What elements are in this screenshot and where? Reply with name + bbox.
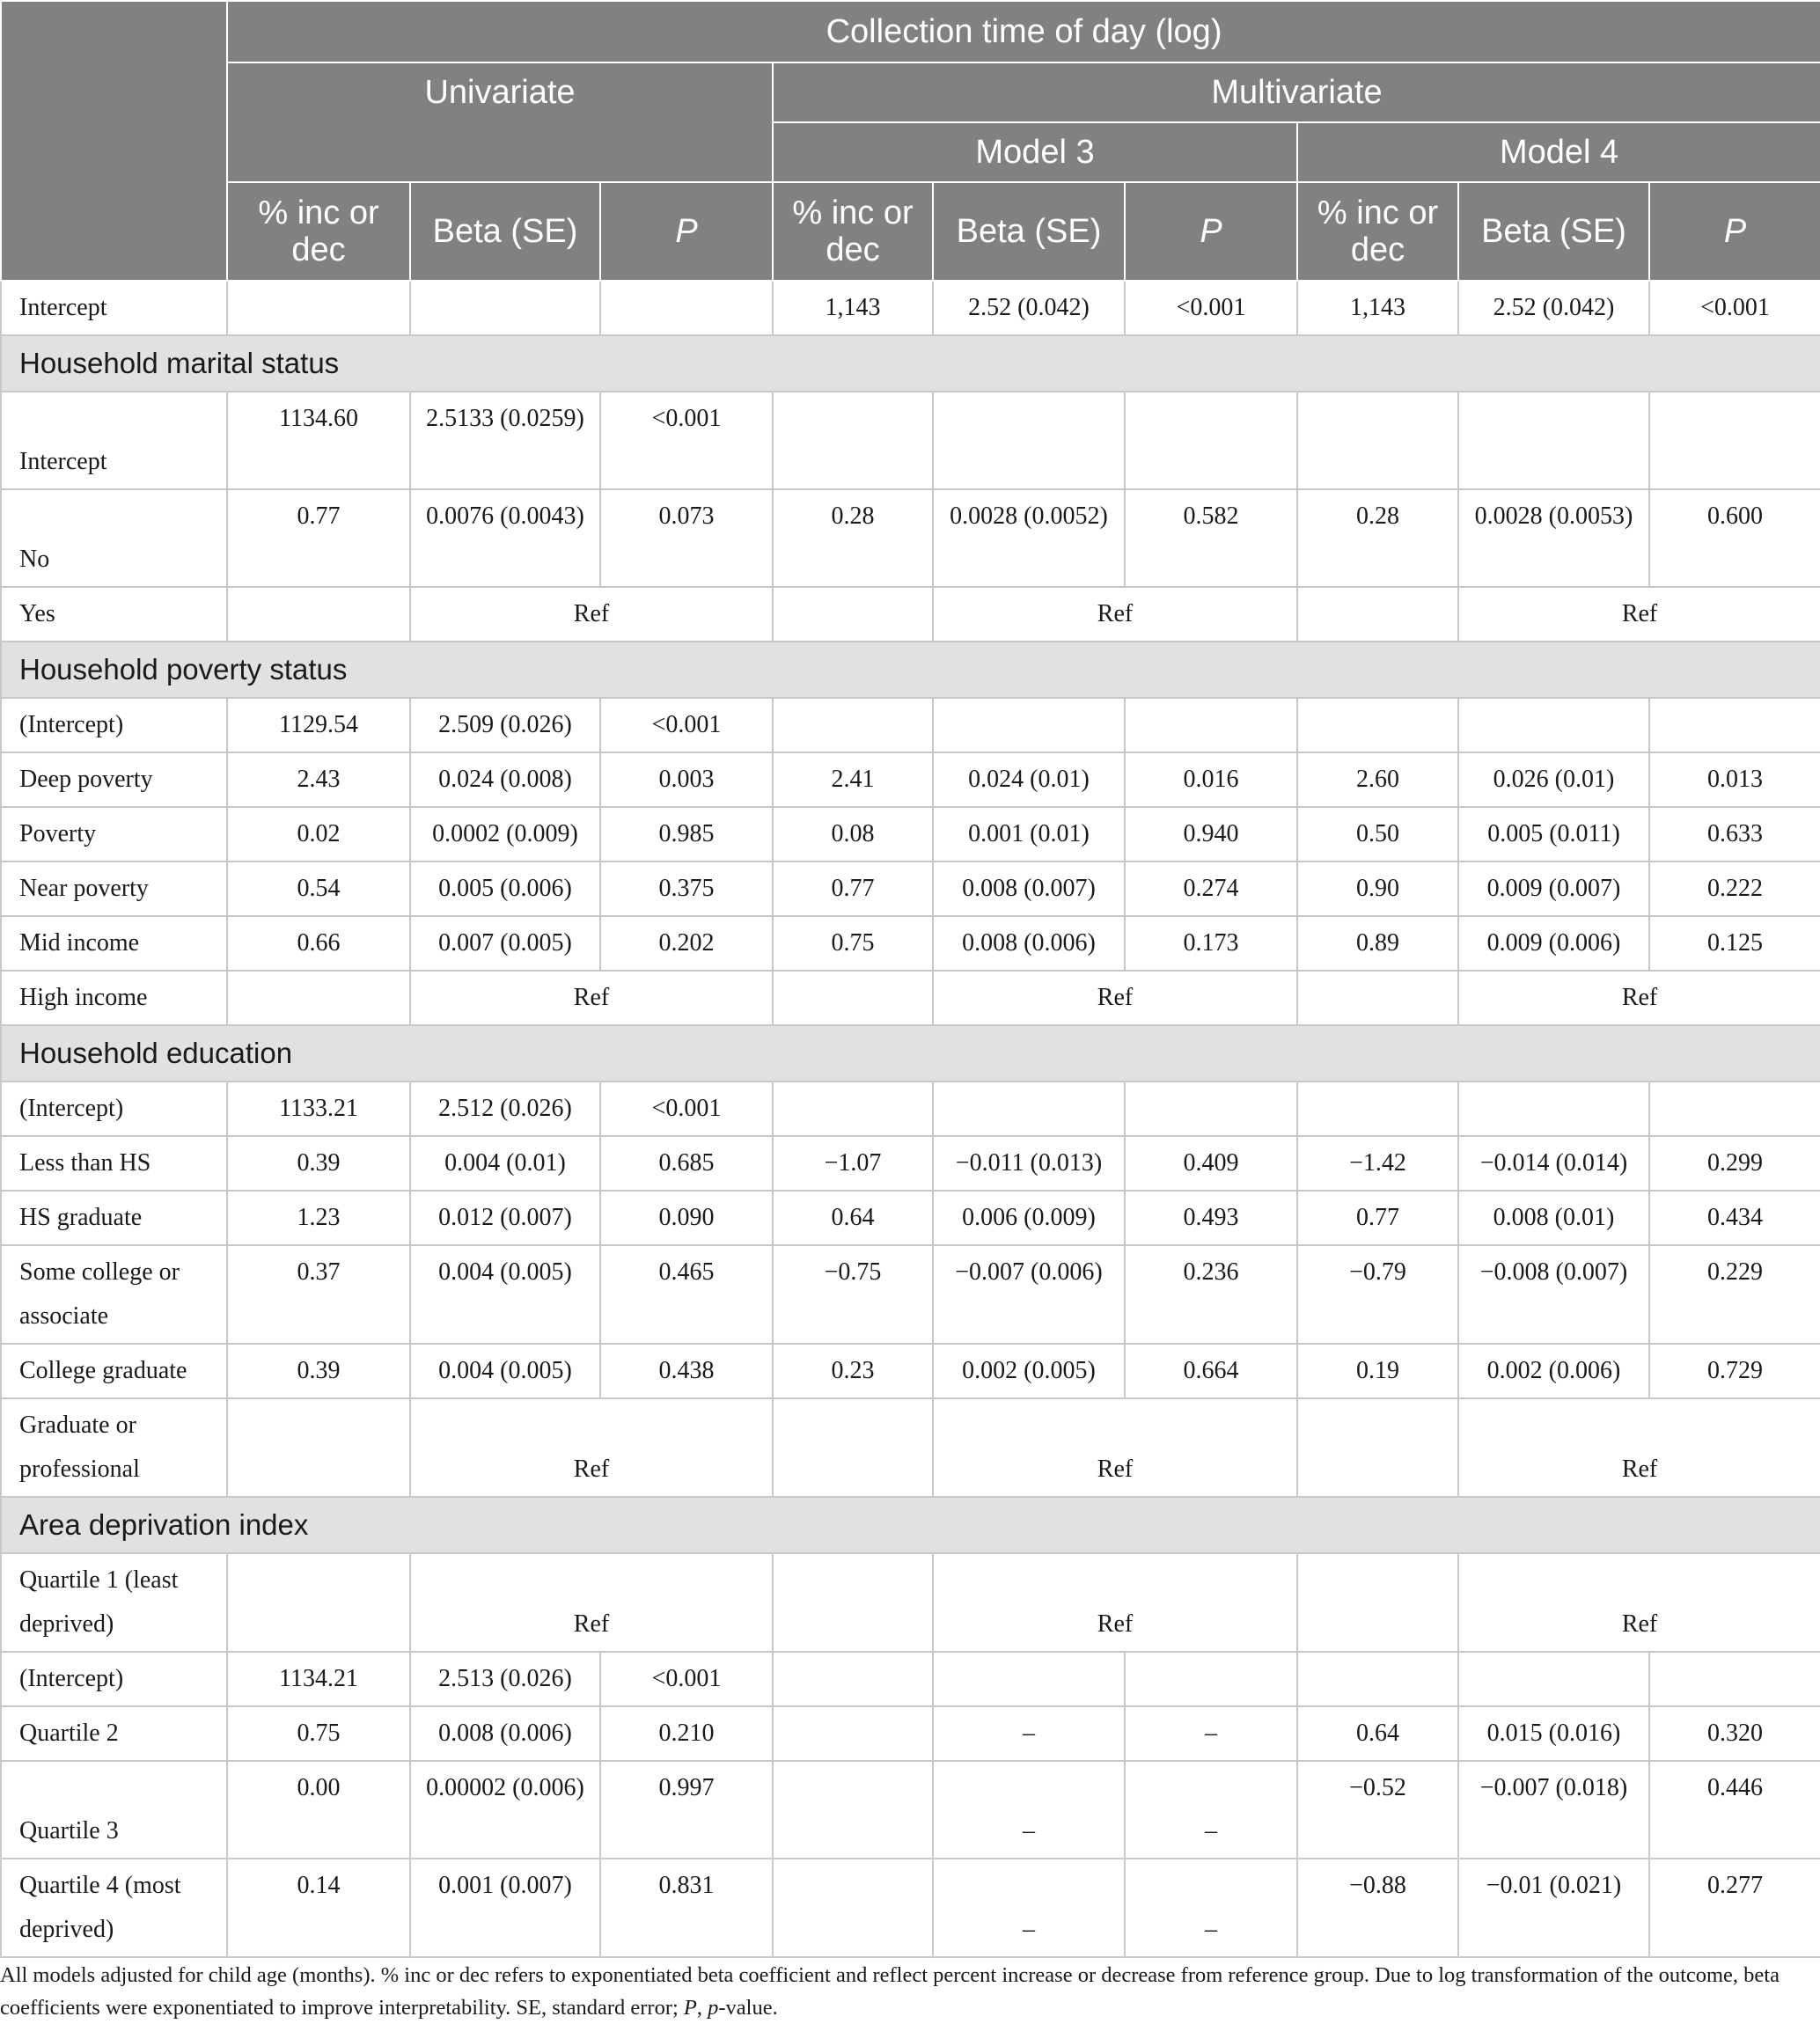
cell	[1649, 392, 1820, 489]
cell: –	[933, 1859, 1125, 1957]
row-label: Some college or associate	[1, 1245, 227, 1344]
cell	[227, 1553, 410, 1652]
cell: 0.210	[600, 1706, 773, 1761]
cell: −0.008 (0.007)	[1458, 1245, 1649, 1344]
ref-cell: Ref	[933, 587, 1297, 642]
cell: 2.513 (0.026)	[410, 1652, 600, 1706]
cell: 0.277	[1649, 1859, 1820, 1957]
cell	[1297, 1398, 1458, 1497]
table-row	[1, 1859, 1820, 1957]
cell: 2.512 (0.026)	[410, 1082, 600, 1136]
cell: 0.006 (0.009)	[933, 1191, 1125, 1245]
cell: 0.015 (0.016)	[1458, 1706, 1649, 1761]
cell: <0.001	[1649, 281, 1820, 335]
cell: 0.016	[1125, 752, 1297, 807]
cell: 0.64	[773, 1191, 933, 1245]
cell: 0.090	[600, 1191, 773, 1245]
ref-cell: Ref	[1458, 587, 1820, 642]
header-model4: Model 4	[1297, 122, 1820, 182]
cell: 0.77	[1297, 1191, 1458, 1245]
row-label: Less than HS	[1, 1136, 227, 1191]
cell: −0.01 (0.021)	[1458, 1859, 1649, 1957]
cell	[773, 1082, 933, 1136]
ref-cell: Ref	[410, 1553, 773, 1652]
cell: 0.002 (0.005)	[933, 1344, 1125, 1398]
cell: 0.0002 (0.009)	[410, 807, 600, 862]
cell: 0.009 (0.006)	[1458, 916, 1649, 971]
cell: 0.0076 (0.0043)	[410, 489, 600, 587]
header-pct-model3: % inc or dec	[773, 182, 933, 281]
cell	[1297, 587, 1458, 642]
cell	[773, 971, 933, 1025]
cell	[773, 1553, 933, 1652]
row-label: Intercept	[1, 281, 227, 335]
cell: –	[933, 1761, 1125, 1859]
cell: 0.89	[1297, 916, 1458, 971]
cell: 0.465	[600, 1245, 773, 1344]
cell: 0.299	[1649, 1136, 1820, 1191]
row-label: Quartile 4 (most deprived)	[1, 1859, 227, 1957]
table-row	[1, 752, 1820, 807]
cell	[1297, 1082, 1458, 1136]
row-label: Yes	[1, 587, 227, 642]
cell: 2.43	[227, 752, 410, 807]
cell: −0.007 (0.006)	[933, 1245, 1125, 1344]
cell	[227, 587, 410, 642]
cell	[600, 281, 773, 335]
ref-cell: Ref	[1458, 971, 1820, 1025]
cell	[227, 281, 410, 335]
cell	[773, 1706, 933, 1761]
row-label: (Intercept)	[1, 698, 227, 752]
cell: 0.274	[1125, 862, 1297, 916]
cell: –	[1125, 1859, 1297, 1957]
row-label: HS graduate	[1, 1191, 227, 1245]
cell: 0.005 (0.006)	[410, 862, 600, 916]
cell: 0.173	[1125, 916, 1297, 971]
cell	[773, 1761, 933, 1859]
cell: 0.600	[1649, 489, 1820, 587]
table-row	[1, 1136, 1820, 1191]
table-row	[1, 1398, 1820, 1497]
row-label: (Intercept)	[1, 1082, 227, 1136]
table-row	[1, 862, 1820, 916]
cell	[227, 971, 410, 1025]
cell: 0.013	[1649, 752, 1820, 807]
header-multivariate: Multivariate	[773, 62, 1820, 122]
footnote-sep: ,	[696, 1996, 708, 2020]
cell	[933, 392, 1125, 489]
cell: −0.88	[1297, 1859, 1458, 1957]
cell	[1125, 1082, 1297, 1136]
ref-cell: Ref	[410, 587, 773, 642]
cell	[1297, 1553, 1458, 1652]
row-label: High income	[1, 971, 227, 1025]
section-header	[1, 335, 1820, 392]
row-label: Intercept	[1, 392, 227, 489]
ref-cell: Ref	[410, 971, 773, 1025]
cell: 0.446	[1649, 1761, 1820, 1859]
cell: <0.001	[600, 1652, 773, 1706]
cell: –	[933, 1706, 1125, 1761]
cell: 0.008 (0.01)	[1458, 1191, 1649, 1245]
cell: 0.009 (0.007)	[1458, 862, 1649, 916]
cell: −0.007 (0.018)	[1458, 1761, 1649, 1859]
cell: 0.001 (0.007)	[410, 1859, 600, 1957]
header-beta-univariate: Beta (SE)	[410, 182, 600, 281]
table-row	[1, 1761, 1820, 1859]
cell: −0.011 (0.013)	[933, 1136, 1125, 1191]
cell: 0.00	[227, 1761, 410, 1859]
cell: 0.001 (0.01)	[933, 807, 1125, 862]
cell: 0.985	[600, 807, 773, 862]
cell: 0.008 (0.007)	[933, 862, 1125, 916]
table-row	[1, 1706, 1820, 1761]
cell: 1129.54	[227, 698, 410, 752]
cell: 0.633	[1649, 807, 1820, 862]
cell	[773, 392, 933, 489]
cell: 0.729	[1649, 1344, 1820, 1398]
cell: 0.39	[227, 1344, 410, 1398]
table-row	[1, 971, 1820, 1025]
table-footnote	[0, 1959, 1813, 2024]
cell	[1125, 392, 1297, 489]
cell	[1458, 698, 1649, 752]
cell: −1.42	[1297, 1136, 1458, 1191]
cell: 0.493	[1125, 1191, 1297, 1245]
cell: 1.23	[227, 1191, 410, 1245]
cell: 0.37	[227, 1245, 410, 1344]
cell: 0.002 (0.006)	[1458, 1344, 1649, 1398]
table-row	[1, 1082, 1820, 1136]
cell: 0.664	[1125, 1344, 1297, 1398]
cell: 0.222	[1649, 862, 1820, 916]
cell: <0.001	[600, 698, 773, 752]
cell: 0.66	[227, 916, 410, 971]
cell	[1649, 698, 1820, 752]
ref-cell: Ref	[410, 1398, 773, 1497]
cell: 2.41	[773, 752, 933, 807]
cell: 1,143	[1297, 281, 1458, 335]
table-row	[1, 1553, 1820, 1652]
cell: 0.582	[1125, 489, 1297, 587]
header-p-model4: P	[1649, 182, 1820, 281]
table-row	[1, 489, 1820, 587]
header-corner	[1, 1, 227, 281]
cell	[773, 1652, 933, 1706]
footnote-p: P	[683, 1996, 697, 2020]
cell: 0.004 (0.005)	[410, 1245, 600, 1344]
cell: 0.008 (0.006)	[933, 916, 1125, 971]
cell: 0.007 (0.005)	[410, 916, 600, 971]
cell: 1134.60	[227, 392, 410, 489]
cell: 0.831	[600, 1859, 773, 1957]
cell: 0.75	[227, 1706, 410, 1761]
cell	[1649, 1652, 1820, 1706]
cell: −0.75	[773, 1245, 933, 1344]
cell: 0.39	[227, 1136, 410, 1191]
row-label: Mid income	[1, 916, 227, 971]
section-header	[1, 1025, 1820, 1082]
cell: −0.52	[1297, 1761, 1458, 1859]
header-p-model3: P	[1125, 182, 1297, 281]
section-title: Household education	[1, 1025, 1820, 1082]
cell	[1297, 698, 1458, 752]
table-row	[1, 916, 1820, 971]
cell: 2.5133 (0.0259)	[410, 392, 600, 489]
cell: 0.685	[600, 1136, 773, 1191]
row-label: Near poverty	[1, 862, 227, 916]
cell	[1297, 392, 1458, 489]
ref-cell: Ref	[1458, 1398, 1820, 1497]
table-row	[1, 1245, 1820, 1344]
ref-cell: Ref	[1458, 1553, 1820, 1652]
cell: −1.07	[773, 1136, 933, 1191]
cell: −0.79	[1297, 1245, 1458, 1344]
cell: 0.23	[773, 1344, 933, 1398]
header-title: Collection time of day (log)	[227, 1, 1820, 62]
cell: 0.024 (0.008)	[410, 752, 600, 807]
cell: 1,143	[773, 281, 933, 335]
cell: 2.52 (0.042)	[1458, 281, 1649, 335]
cell: 0.50	[1297, 807, 1458, 862]
cell: 0.202	[600, 916, 773, 971]
cell	[1297, 1652, 1458, 1706]
ref-cell: Ref	[933, 1553, 1297, 1652]
table-header	[1, 1, 1820, 281]
cell: 0.90	[1297, 862, 1458, 916]
cell: 0.004 (0.005)	[410, 1344, 600, 1398]
footnote-text: All models adjusted for child age (months). % inc or dec refers to exponentiated beta coefficient and reflect percent increase or decrease from reference group. Due to log transformation of the outcome, beta coefficients were exponentiated to improve interpretability. SE, standard error;	[0, 1963, 1780, 2020]
cell: 0.997	[600, 1761, 773, 1859]
cell: 1133.21	[227, 1082, 410, 1136]
cell	[227, 1398, 410, 1497]
cell	[1297, 971, 1458, 1025]
cell: 0.0028 (0.0053)	[1458, 489, 1649, 587]
ref-cell: Ref	[933, 1398, 1297, 1497]
row-label: No	[1, 489, 227, 587]
section-header	[1, 642, 1820, 698]
row-label: (Intercept)	[1, 1652, 227, 1706]
cell	[933, 698, 1125, 752]
cell	[1458, 1082, 1649, 1136]
cell	[1125, 1652, 1297, 1706]
header-univariate: Univariate	[227, 62, 773, 182]
row-label: Quartile 2	[1, 1706, 227, 1761]
cell	[773, 1859, 933, 1957]
cell: 0.073	[600, 489, 773, 587]
cell: 0.008 (0.006)	[410, 1706, 600, 1761]
cell	[933, 1082, 1125, 1136]
cell: 0.320	[1649, 1706, 1820, 1761]
table-row	[1, 1191, 1820, 1245]
cell: <0.001	[600, 392, 773, 489]
cell	[773, 1398, 933, 1497]
cell: 0.940	[1125, 807, 1297, 862]
cell: 0.28	[1297, 489, 1458, 587]
cell: 0.54	[227, 862, 410, 916]
header-beta-model3: Beta (SE)	[933, 182, 1125, 281]
table-row	[1, 587, 1820, 642]
cell: 0.012 (0.007)	[410, 1191, 600, 1245]
cell: 0.005 (0.011)	[1458, 807, 1649, 862]
cell: 0.125	[1649, 916, 1820, 971]
cell: 0.229	[1649, 1245, 1820, 1344]
header-beta-model4: Beta (SE)	[1458, 182, 1649, 281]
cell: 2.509 (0.026)	[410, 698, 600, 752]
cell	[1125, 698, 1297, 752]
cell: 0.236	[1125, 1245, 1297, 1344]
cell	[1458, 1652, 1649, 1706]
table-row	[1, 392, 1820, 489]
cell: 0.75	[773, 916, 933, 971]
section-title: Household poverty status	[1, 642, 1820, 698]
ref-cell: Ref	[933, 971, 1297, 1025]
cell: –	[1125, 1706, 1297, 1761]
cell: 0.004 (0.01)	[410, 1136, 600, 1191]
cell: 0.77	[227, 489, 410, 587]
cell: 0.08	[773, 807, 933, 862]
header-model3: Model 3	[773, 122, 1297, 182]
table-row	[1, 1344, 1820, 1398]
cell	[1649, 1082, 1820, 1136]
cell: 0.19	[1297, 1344, 1458, 1398]
cell: 2.52 (0.042)	[933, 281, 1125, 335]
cell: 0.026 (0.01)	[1458, 752, 1649, 807]
row-label: Quartile 3	[1, 1761, 227, 1859]
cell: 0.00002 (0.006)	[410, 1761, 600, 1859]
header-p-univariate: P	[600, 182, 773, 281]
cell: 0.14	[227, 1859, 410, 1957]
table-row	[1, 698, 1820, 752]
header-pct-model4: % inc or dec	[1297, 182, 1458, 281]
cell	[933, 1652, 1125, 1706]
cell: 0.434	[1649, 1191, 1820, 1245]
footnote-p-suffix: -value.	[718, 1996, 778, 2020]
cell: 0.77	[773, 862, 933, 916]
cell: −0.014 (0.014)	[1458, 1136, 1649, 1191]
cell	[773, 587, 933, 642]
cell	[773, 698, 933, 752]
cell: 2.60	[1297, 752, 1458, 807]
section-title: Area deprivation index	[1, 1497, 1820, 1553]
cell: 0.003	[600, 752, 773, 807]
row-label: Quartile 1 (least deprived)	[1, 1553, 227, 1652]
section-title: Household marital status	[1, 335, 1820, 392]
row-label: Poverty	[1, 807, 227, 862]
cell: 0.28	[773, 489, 933, 587]
cell: 0.64	[1297, 1706, 1458, 1761]
cell: <0.001	[600, 1082, 773, 1136]
cell: 1134.21	[227, 1652, 410, 1706]
cell	[1458, 392, 1649, 489]
cell: 0.0028 (0.0052)	[933, 489, 1125, 587]
cell: 0.375	[600, 862, 773, 916]
table-row	[1, 1652, 1820, 1706]
row-label: Deep poverty	[1, 752, 227, 807]
header-pct-univariate: % inc or dec	[227, 182, 410, 281]
cell: –	[1125, 1761, 1297, 1859]
cell: 0.024 (0.01)	[933, 752, 1125, 807]
table-row	[1, 281, 1820, 335]
table-row	[1, 807, 1820, 862]
section-header	[1, 1497, 1820, 1553]
row-label: College graduate	[1, 1344, 227, 1398]
cell: <0.001	[1125, 281, 1297, 335]
footnote-p-prefix: p	[708, 1996, 719, 2020]
cell: 0.02	[227, 807, 410, 862]
row-label: Graduate or professional	[1, 1398, 227, 1497]
cell: 0.438	[600, 1344, 773, 1398]
cell	[410, 281, 600, 335]
cell: 0.409	[1125, 1136, 1297, 1191]
